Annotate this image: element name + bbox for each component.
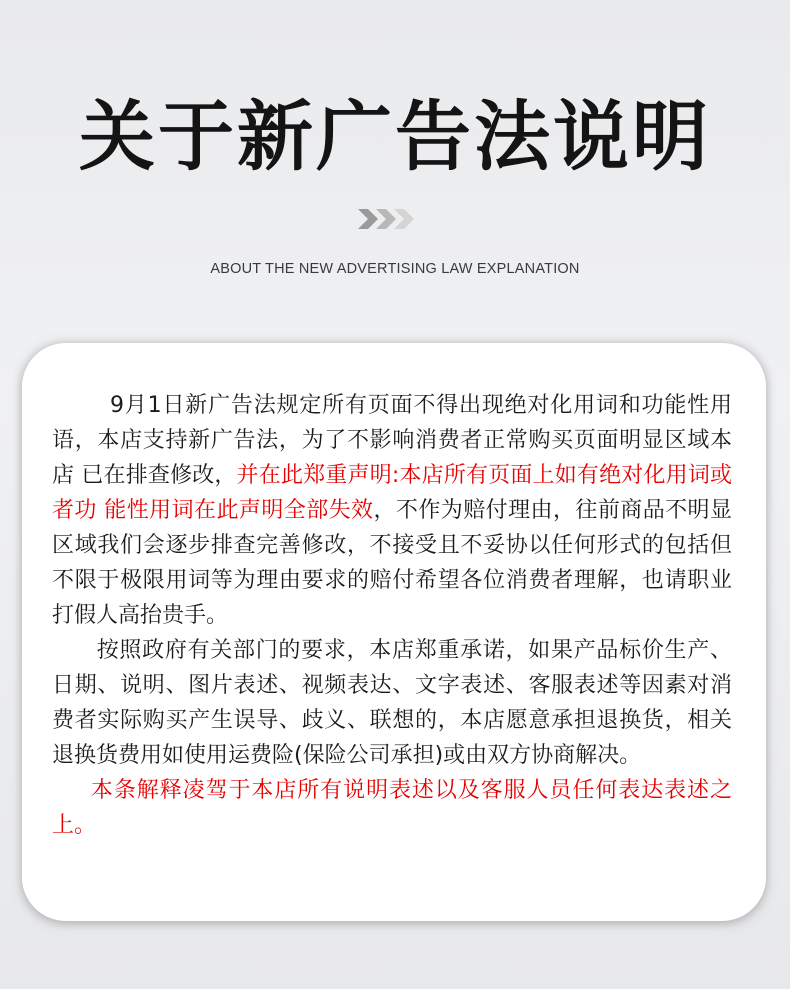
notice-body	[52, 388, 732, 843]
notice-paragraph-3	[52, 773, 732, 843]
notice-highlight-final: 本条解释凌驾于本店所有说明表述以及客服人员任何表达表述之上。	[52, 778, 732, 838]
page-title: 关于新广告法说明	[79, 92, 711, 181]
notice-paragraph-1-text: 9月1日新广告法规定所有页面不得出现绝对化用词和功能性用语，本店支持新广告法，为了不影响消费者正常购买页面明显区域本店 已在排查修改，	[52, 393, 732, 488]
notice-paragraph-1	[52, 388, 732, 633]
notice-paragraph-1-continued: ，不作为赔付理由，往前商品不明显区域我们会逐步排查完善修改，不接受且不妥协以任何形式的包括但不限于极限用词等为理由要求的赔付希望各位消费者理解，也请职业打假人高抬贵手。	[52, 498, 732, 628]
header	[0, 0, 790, 330]
notice-paragraph-2-text: 按照政府有关部门的要求，本店郑重承诺，如果产品标价生产、日期、说明、图片表述、视频表达、文字表述、客服表述等因素对消费者实际购买产生误导、歧义、联想的，本店愿意承担退换货，相关退换货费用如使用运费险(保险公司承担)或由双方协商解决。	[52, 638, 732, 768]
notice-paragraph-2	[52, 633, 732, 773]
notice-highlight-statement: 并在此郑重声明:本店所有页面上如有绝对化用词或者功 能性用词在此声明全部失效	[52, 463, 732, 523]
page-subtitle: ABOUT THE NEW ADVERTISING LAW EXPLANATION	[210, 261, 580, 277]
triple-chevron-right-icon	[356, 205, 420, 233]
